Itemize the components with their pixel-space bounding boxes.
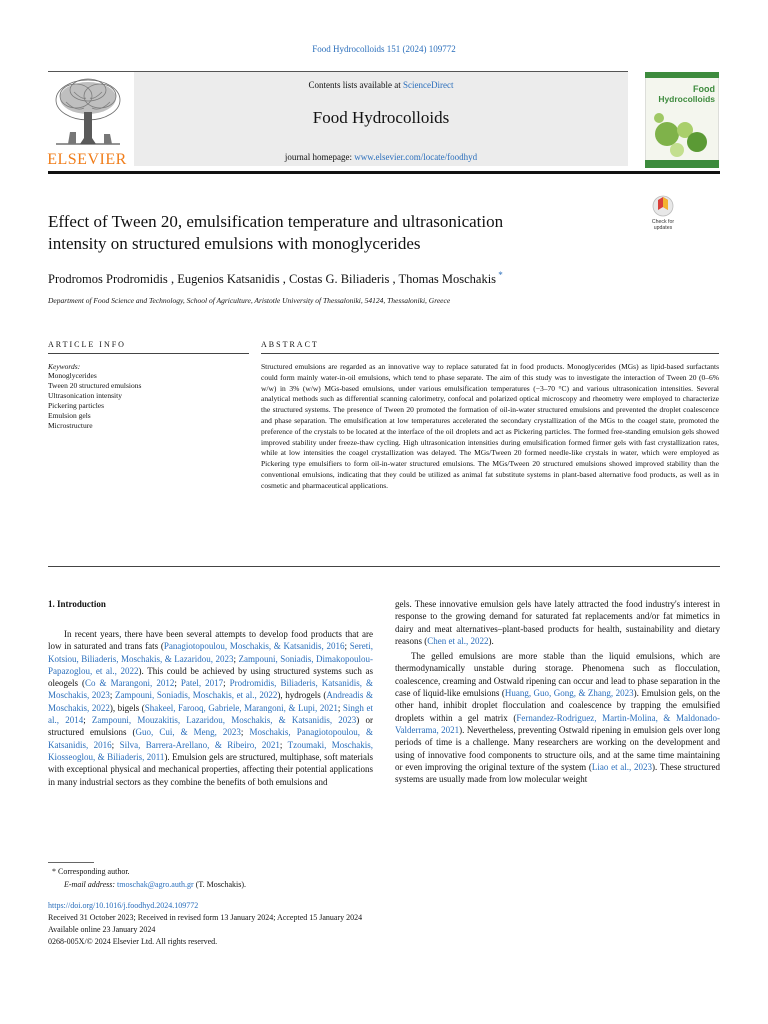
- keyword-item: Tween 20 structured emulsions: [48, 381, 142, 390]
- homepage-label: journal homepage:: [284, 152, 355, 162]
- citation-link[interactable]: Chen et al., 2022: [427, 635, 489, 646]
- elsevier-tree-icon: [46, 72, 128, 168]
- corresponding-author-note: * Corresponding author.: [52, 867, 130, 876]
- author-name[interactable]: Thomas Moschakis: [398, 272, 497, 287]
- body-text: ), hydrogels (: [277, 690, 327, 701]
- homepage-link[interactable]: www.elsevier.com/locate/foodhyd: [354, 152, 478, 162]
- copyright-line: 0268-005X/© 2024 Elsevier Ltd. All rights reserved.: [48, 937, 218, 946]
- body-text: ). This could be achieved by using structured systems such as oleogels (: [48, 665, 373, 689]
- citation-link[interactable]: Shakeel, Farooq, Gabriele, Marangoni, & Lupi, 2021: [144, 702, 338, 713]
- keyword-item: Microstructure: [48, 421, 93, 430]
- article-title-line-1: Effect of Tween 20, emulsification temperature and ultrasonication: [48, 212, 504, 231]
- journal-cover-thumbnail[interactable]: [645, 72, 719, 168]
- body-text: ). Emulsion gels, on the other hand, inhibit droplet flocculation and coalescence by trapping the emulsified droplets within a gel matrix (: [395, 688, 720, 723]
- check-updates-text-1: Check for: [651, 219, 675, 225]
- check-updates-text-2: updates: [653, 225, 673, 230]
- cover-title-1: Food: [693, 84, 715, 94]
- keyword-item: Emulsion gels: [48, 411, 91, 420]
- keyword-item: Monoglycerides: [48, 371, 97, 380]
- keyword-item: Ultrasonication intensity: [48, 391, 122, 400]
- abstract-rule: [261, 353, 719, 354]
- author-separator: ,: [389, 272, 399, 287]
- sciencedirect-link[interactable]: ScienceDirect: [403, 80, 454, 90]
- body-text: The gelled emulsions are more stable than the liquid emulsions, which are thermodynamically unstable during storage. Phenomena such as flocculation, coalescence, creaming and Ostwald ripening can occur and lead to phase separation in the case of liquid-like emulsions (: [395, 651, 720, 699]
- citation-link[interactable]: Silva, Barrera-Arellano, & Ribeiro, 2021: [119, 739, 280, 750]
- email-label: E-mail address:: [64, 880, 118, 889]
- keywords-block: [48, 362, 248, 431]
- body-text: ) or structured emulsions (: [48, 715, 373, 738]
- citation-link[interactable]: Andreadis & Moschakis, 2022: [48, 690, 373, 713]
- elsevier-wordmark: ELSEVIER: [47, 151, 127, 168]
- intro-paragraph-1: [48, 628, 373, 788]
- body-text: ;: [223, 678, 230, 689]
- citation-link[interactable]: Zampouni, Soniadis, Dimakopoulou-Papazoglou, et al., 2022: [48, 653, 373, 676]
- cover-title-2: Hydrocolloids: [658, 94, 715, 104]
- journal-name: Food Hydrocolloids: [312, 108, 450, 127]
- email-link[interactable]: tmoschak@agro.auth.gr: [117, 880, 194, 889]
- body-text: ;: [83, 715, 92, 726]
- body-text: ). These structured systems are usually made from low molecular weight: [395, 761, 721, 785]
- body-text: ;: [174, 678, 181, 689]
- header-bottom-rule: [48, 171, 720, 174]
- citation-link[interactable]: Moschakis, Panagiotopoulou, & Katsanidis, 2016: [48, 727, 373, 750]
- check-for-updates-button[interactable]: [646, 194, 680, 230]
- available-online: Available online 23 January 2024: [48, 925, 156, 934]
- contents-line: [134, 80, 628, 90]
- author-separator: ,: [279, 272, 289, 287]
- body-text: ;: [344, 641, 350, 652]
- article-title-line-2: intensity on structured emulsions with monoglycerides: [48, 234, 421, 253]
- citation-link[interactable]: Zampouni, Mouzakitis, Lazaridou, Moschakis, & Katsanidis, 2023: [91, 715, 357, 726]
- citation-link[interactable]: Sereti, Kotsiou, Biliaderis, Moschakis, & Lazaridou, 2023: [48, 641, 373, 664]
- body-text: ;: [240, 727, 250, 738]
- body-text: ). Emulsion gels are structured, multiphase, soft materials with exceptional physical and mechanical properties, affecting their potential applications in many industrial sectors as they combine the benefits of both emulsions and: [48, 751, 373, 787]
- journal-cover-icon: [645, 72, 719, 168]
- citation-link[interactable]: Tzoumaki, Moschakis, Kiosseoglou, & Biliaderis, 2011: [48, 739, 373, 762]
- email-line: [64, 879, 246, 890]
- citation-link[interactable]: Liao et al., 2023: [591, 761, 653, 772]
- citation-link[interactable]: Panagiotopoulou, Moschakis, & Katsanidis, 2016: [163, 641, 345, 652]
- body-text: ).: [488, 635, 494, 646]
- citation-link[interactable]: Co & Marangoni, 2012: [85, 678, 175, 689]
- body-text: ), bigels (: [109, 702, 145, 713]
- intro-paragraph-3: [395, 650, 720, 785]
- journal-homepage: [134, 152, 628, 162]
- citation-link[interactable]: Singh et al., 2014: [48, 702, 373, 726]
- citation-link[interactable]: Patel, 2017: [180, 678, 224, 689]
- header-top-rule: [48, 71, 628, 72]
- citation-link[interactable]: Huang, Guo, Gong, & Zhang, 2023: [504, 688, 634, 699]
- doi-link[interactable]: https://doi.org/10.1016/j.foodhyd.2024.109772: [48, 901, 199, 910]
- journal-citation-link[interactable]: Food Hydrocolloids 151 (2024) 109772: [312, 44, 456, 54]
- body-text: gels. These innovative emulsion gels have lately attracted the food industry's interest in response to the growing demand for saturated fat replacements and/or fat mimetics in dairy and meat alternatives–plant-based products for health, sustainability and dietary reasons (: [395, 599, 720, 646]
- citation-link[interactable]: Fernandez-Rodriguez, Martin-Molina, & Maldonado-Valderrama, 2021: [395, 712, 720, 735]
- citation-link[interactable]: Prodromidis, Biliaderis, Katsanidis, & Moschakis, 2023: [48, 678, 373, 701]
- body-text: ;: [279, 739, 288, 750]
- author-name[interactable]: Prodromos Prodromidis: [48, 272, 168, 287]
- intro-right-column: [395, 598, 720, 785]
- body-text: ). Nevertheless, preventing Ostwald ripening in emulsion gels over long periods of time is a challenge. Many researchers are working on the development and using of innovative food components to structure oils, and at the same time maintaining or even improving the original texture of the system (: [395, 724, 720, 772]
- email-suffix: (T. Moschakis).: [193, 880, 247, 889]
- check-for-updates-icon: [646, 194, 680, 230]
- article-info-heading: ARTICLE INFO: [48, 340, 126, 349]
- citation-link[interactable]: Guo, Cui, & Meng, 2023: [135, 727, 241, 738]
- abstract-bottom-rule: [48, 566, 720, 567]
- footnote-rule: [48, 862, 94, 863]
- introduction-heading: 1. Introduction: [48, 599, 106, 609]
- author-name[interactable]: Costas G. Biliaderis: [288, 272, 390, 287]
- author-affiliation: Department of Food Science and Technology, School of Agriculture, Aristotle University of Thessaloniki, 54124, Thessaloniki, Greece: [48, 296, 451, 305]
- article-title: [48, 211, 608, 255]
- received-dates: Received 31 October 2023; Received in revised form 13 January 2024; Accepted 15 January 2024: [48, 913, 363, 922]
- keywords-label: Keywords:: [48, 362, 81, 371]
- body-text: ;: [109, 690, 116, 701]
- elsevier-logo[interactable]: [46, 72, 128, 168]
- body-text: ;: [111, 739, 120, 750]
- article-info-rule: [48, 353, 249, 354]
- abstract-heading: ABSTRACT: [261, 340, 319, 349]
- abstract-text: Structured emulsions are regarded as an innovative way to replace saturated fat in food products. Monoglycerides (MGs) as lipid-based surfactants could form mainly water-in-oil emulsions, which tend to phase separate. The aim of this study was to investigate the interaction of Tween 20 (0–6% w/w) in 3% (w/w) MGs-based emulsions, under various emulsification temperatures (−3–70 °C) and various ultrasonication intensities. Several analytical methods such as differential scanning calorimetry, confocal and polarized optical microscopy and rheometry were employed to characterize the structured systems. The presence of Tween 20 promoted the formation of oil-in-water structured emulsions and prevented the droplet coalescence and phase separation. The emulsification at low temperatures accelerated the secondary crystallization of the MGs to the coagel state, promoted the preference of the crystals to be located at the interface of the oil droplets and act as Pickering particles. The formed free-standing emulsion gels showed improved stability under freeze-thaw cycling. High ultrasonication intensities during emulsification formed firmer gels with fast crystallization rates, while at low intensities the coagel crystallization was delayed. The MGs/Tween 20 formed needle-like crystals in water, which were employed as Pickering type emulsifiers to form oil-in-water structured emulsions. The MGs/Tween 20 structured emulsions showed improved stability than the conventional emulsions, indicating that they could be utilized as animal fat substitute systems in plant-based alternative food products, as well as in cosmetic and pharmaceutical applications.: [261, 362, 719, 490]
- corresponding-author-marker[interactable]: *: [496, 270, 503, 280]
- body-text: ;: [337, 702, 343, 713]
- author-separator: ,: [167, 272, 178, 287]
- contents-prefix: Contents lists available at: [308, 80, 403, 90]
- author-list: [48, 270, 698, 287]
- body-text: In recent years, there have been several attempts to develop food products that are low in saturated and trans fats (: [48, 629, 373, 652]
- author-name[interactable]: Eugenios Katsanidis: [177, 272, 280, 287]
- intro-left-column: [48, 628, 373, 788]
- body-text: ;: [233, 653, 239, 664]
- citation-link[interactable]: Zampouni, Soniadis, Moschakis, et al., 2022: [115, 690, 278, 701]
- keyword-item: Pickering particles: [48, 401, 105, 410]
- intro-paragraph-2: [395, 598, 720, 647]
